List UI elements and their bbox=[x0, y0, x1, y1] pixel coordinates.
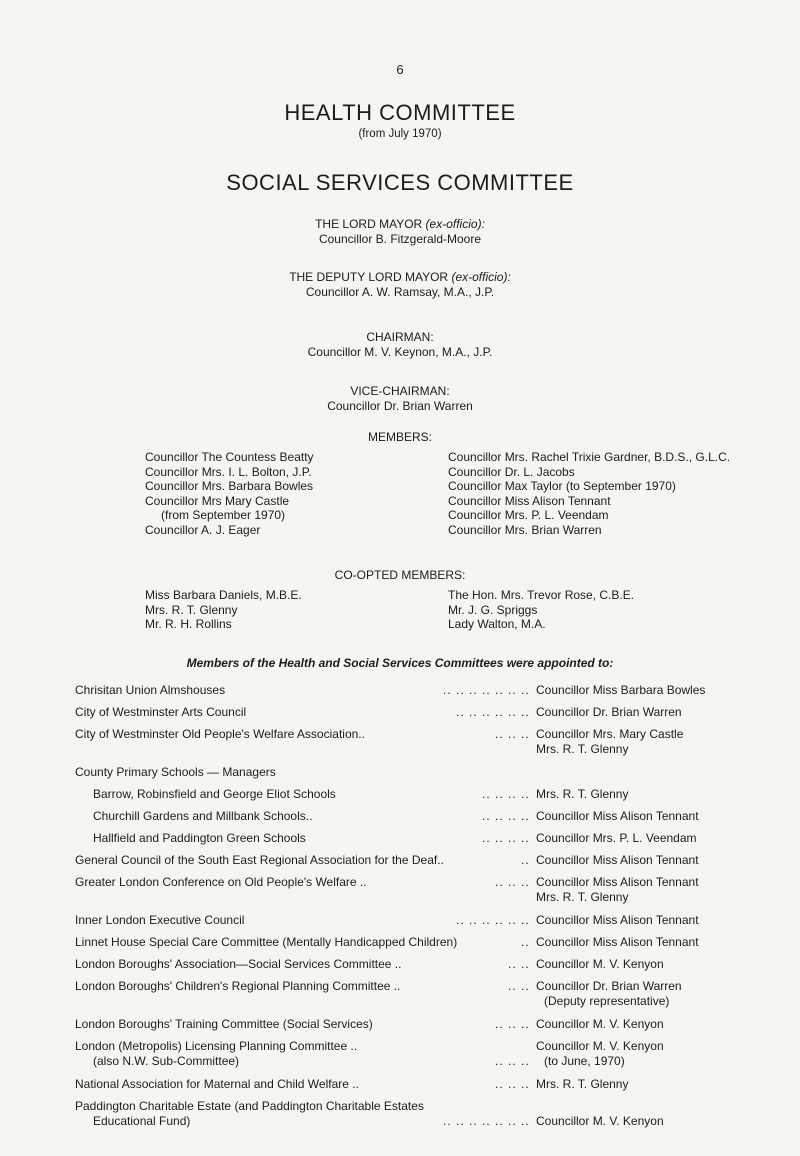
appointment-body bbox=[75, 913, 244, 928]
chairman-label: CHAIRMAN: bbox=[366, 330, 434, 344]
appointment-body bbox=[75, 683, 225, 698]
appointment-body-line: Linnet House Special Care Committee (Mentally Handicapped Children) bbox=[75, 935, 458, 949]
appointee bbox=[536, 683, 705, 698]
members-left-column bbox=[145, 450, 314, 537]
appointee bbox=[536, 727, 683, 756]
appointee-line: Mrs. R. T. Glenny bbox=[536, 1077, 629, 1091]
appointment-body-line: Churchill Gardens and Millbank Schools.. bbox=[93, 809, 313, 823]
member-name: Councillor Mrs. P. L. Veendam bbox=[448, 508, 609, 522]
member-name: Councillor Mrs. I. L. Bolton, J.P. bbox=[145, 464, 312, 479]
appointment-body bbox=[75, 765, 276, 780]
member-name: Councillor Miss Alison Tennant bbox=[448, 493, 611, 508]
appointee bbox=[536, 1077, 628, 1092]
appointee bbox=[536, 1114, 664, 1129]
appointment-body bbox=[93, 831, 306, 846]
appointee-line: Mrs. R. T. Glenny bbox=[536, 889, 629, 904]
coopted-member-name: The Hon. Mrs. Trevor Rose, C.B.E. bbox=[448, 588, 635, 602]
appointment-body-line: City of Westminster Arts Council bbox=[75, 705, 247, 719]
appointee bbox=[536, 831, 697, 846]
appointment-body bbox=[93, 787, 336, 802]
appointee bbox=[536, 935, 699, 950]
coopted-members-label: CO-OPTED MEMBERS: bbox=[334, 568, 466, 582]
appointment-body-line: Greater London Conference on Old People's Welfare .. bbox=[75, 875, 367, 889]
vice-chairman-name: Councillor Dr. Brian Warren bbox=[327, 399, 473, 413]
leader-dots: .. .. .. .. bbox=[482, 831, 530, 845]
appointment-body-line: National Association for Maternal and Child Welfare .. bbox=[75, 1077, 359, 1091]
appointment-body bbox=[75, 727, 365, 742]
coopted-right-column bbox=[448, 588, 634, 632]
appointment-body-line: London Boroughs' Association—Social Services Committee .. bbox=[75, 957, 402, 971]
appointment-body-line: London (Metropolis) Licensing Planning Committee .. bbox=[75, 1039, 358, 1053]
appointee-line: Councillor M. V. Kenyon bbox=[536, 1039, 664, 1053]
leader-dots: .. .. .. .. .. .. .. bbox=[443, 683, 530, 697]
appointment-body-line: Educational Fund) bbox=[93, 1113, 191, 1128]
appointee-line: Councillor Miss Alison Tennant bbox=[536, 853, 699, 867]
member-name: Councillor A. J. Eager bbox=[145, 522, 261, 537]
appointee-line: Councillor M. V. Kenyon bbox=[536, 1113, 664, 1128]
appointment-body-line: Paddington Charitable Estate (and Paddington Charitable Estates bbox=[75, 1099, 424, 1113]
appointee-line: (Deputy representative) bbox=[544, 993, 670, 1008]
appointee bbox=[536, 913, 699, 928]
appointee bbox=[536, 1039, 664, 1068]
leader-dots: .. bbox=[521, 853, 530, 867]
appointment-body-line: City of Westminster Old People's Welfare Association.. bbox=[75, 727, 365, 741]
appointment-body-line: (also N.W. Sub-Committee) bbox=[93, 1053, 240, 1068]
appointment-body bbox=[75, 957, 401, 972]
coopted-member-name: Miss Barbara Daniels, M.B.E. bbox=[145, 588, 302, 602]
lord-mayor-name: Councillor B. Fitzgerald-Moore bbox=[318, 232, 482, 246]
appointment-body-line: Inner London Executive Council bbox=[75, 913, 245, 927]
appointee-line: (to June, 1970) bbox=[544, 1053, 625, 1068]
members-right-column bbox=[448, 450, 730, 537]
appointee bbox=[536, 1017, 664, 1032]
coopted-left-column bbox=[145, 588, 302, 632]
appointment-body bbox=[75, 935, 457, 950]
coopted-member-name: Lady Walton, M.A. bbox=[448, 617, 546, 631]
appointee bbox=[536, 787, 628, 802]
appointee bbox=[536, 705, 682, 720]
social-services-title: SOCIAL SERVICES COMMITTEE bbox=[226, 170, 574, 195]
member-name: Councillor Max Taylor (to September 1970) bbox=[448, 479, 676, 493]
member-name: Councillor The Countess Beatty bbox=[145, 450, 314, 464]
appointment-body bbox=[75, 1017, 373, 1032]
leader-dots: .. .. .. bbox=[495, 1017, 530, 1031]
leader-dots: .. .. .. .. .. .. bbox=[456, 705, 530, 719]
leader-dots: .. .. .. bbox=[495, 1077, 530, 1091]
appointee-line: Councillor Mrs. P. L. Veendam bbox=[536, 831, 697, 845]
leader-dots: .. .. .. .. .. .. .. bbox=[443, 1113, 530, 1128]
appointee-line: Councillor M. V. Kenyon bbox=[536, 1017, 664, 1031]
deputy-lord-mayor-label: THE DEPUTY LORD MAYOR (ex-officio): bbox=[289, 270, 511, 284]
appointment-body-line: London Boroughs' Children's Regional Planning Committee .. bbox=[75, 979, 401, 993]
health-committee-subtitle: (from July 1970) bbox=[358, 128, 442, 140]
leader-dots: .. .. .. .. .. .. bbox=[456, 913, 530, 927]
lord-mayor-label: THE LORD MAYOR (ex-officio): bbox=[315, 217, 485, 231]
appointment-body-line: General Council of the South East Regional Association for the Deaf.. bbox=[75, 853, 444, 867]
appointee-line: Councillor Dr. Brian Warren bbox=[536, 705, 682, 719]
appointee-line: Mrs. R. T. Glenny bbox=[536, 741, 629, 756]
appointment-body bbox=[75, 1077, 359, 1092]
coopted-member-name: Mr. J. G. Spriggs bbox=[448, 602, 538, 617]
coopted-member-name: Mrs. R. T. Glenny bbox=[145, 602, 238, 617]
appointee-line: Councillor M. V. Kenyon bbox=[536, 957, 664, 971]
leader-dots: .. .. .. bbox=[495, 875, 530, 889]
appointee bbox=[536, 853, 699, 868]
chairman-name: Councillor M. V. Keynon, M.A., J.P. bbox=[307, 345, 493, 359]
appointment-body bbox=[75, 705, 246, 720]
appointment-body-line: Barrow, Robinsfield and George Eliot Schools bbox=[93, 787, 336, 801]
leader-dots: .. .. .. .. bbox=[482, 787, 530, 801]
appointment-body bbox=[75, 1039, 357, 1068]
appointee-line: Councillor Miss Alison Tennant bbox=[536, 875, 699, 889]
appointee-line: Mrs. R. T. Glenny bbox=[536, 787, 629, 801]
appointee bbox=[536, 875, 699, 904]
page-number: 6 bbox=[396, 62, 404, 77]
leader-dots: .. .. .. bbox=[495, 1053, 530, 1068]
member-name: Councillor Mrs Mary Castle bbox=[145, 493, 290, 508]
member-name: Councillor Mrs. Barbara Bowles bbox=[145, 479, 314, 493]
coopted-member-name: Mr. R. H. Rollins bbox=[145, 617, 232, 631]
leader-dots: .. .. .. bbox=[495, 727, 530, 741]
appointment-body-line: London Boroughs' Training Committee (Social Services) bbox=[75, 1017, 373, 1031]
member-note: (from September 1970) bbox=[161, 508, 286, 522]
vice-chairman-label: VICE-CHAIRMAN: bbox=[350, 384, 450, 398]
appointee-line: Councillor Miss Barbara Bowles bbox=[536, 683, 706, 697]
appointment-body-line: Chrisitan Union Almshouses bbox=[75, 683, 226, 697]
member-name: Councillor Mrs. Brian Warren bbox=[448, 522, 602, 537]
appointee-line: Councillor Miss Alison Tennant bbox=[536, 809, 699, 823]
appointee bbox=[536, 809, 699, 824]
leader-dots: .. .. .. .. bbox=[482, 809, 530, 823]
appointments-heading: Members of the Health and Social Services Committees were appointed to: bbox=[186, 656, 614, 670]
appointment-body-line: County Primary Schools — Managers bbox=[75, 765, 276, 779]
appointee bbox=[536, 979, 682, 1008]
appointment-body-line: Hallfield and Paddington Green Schools bbox=[93, 831, 306, 845]
health-committee-title: HEALTH COMMITTEE bbox=[284, 100, 516, 125]
appointee-line: Councillor Dr. Brian Warren bbox=[536, 979, 682, 993]
members-label: MEMBERS: bbox=[367, 430, 432, 444]
appointment-body bbox=[75, 853, 444, 868]
leader-dots: .. bbox=[521, 935, 530, 949]
appointee-line: Councillor Mrs. Mary Castle bbox=[536, 727, 684, 741]
appointee-line: Councillor Miss Alison Tennant bbox=[536, 913, 699, 927]
appointee-line: Councillor Miss Alison Tennant bbox=[536, 935, 699, 949]
appointment-body bbox=[75, 875, 367, 890]
deputy-lord-mayor-name: Councillor A. W. Ramsay, M.A., J.P. bbox=[305, 285, 495, 299]
appointee bbox=[536, 957, 664, 972]
appointment-body bbox=[75, 1099, 424, 1128]
leader-dots: .. .. bbox=[508, 957, 530, 971]
appointment-body bbox=[75, 979, 400, 994]
leader-dots: .. .. bbox=[508, 979, 530, 993]
member-name: Councillor Mrs. Rachel Trixie Gardner, B.D.S., G.L.C. bbox=[448, 450, 731, 464]
member-name: Councillor Dr. L. Jacobs bbox=[448, 464, 575, 479]
appointment-body bbox=[93, 809, 312, 824]
